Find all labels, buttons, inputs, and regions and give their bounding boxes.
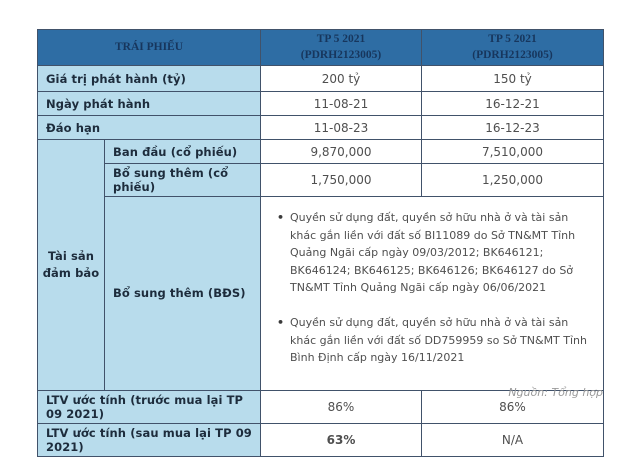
initial-shares-bond2: 7,510,000 (422, 140, 604, 164)
table-row-maturity (38, 116, 604, 140)
table-row-additional-realestate (38, 197, 604, 391)
ltv-before-bond2: 86% (422, 390, 604, 423)
row-label-issue-date: Ngày phát hành (38, 92, 261, 116)
table-row-initial-shares (38, 140, 604, 164)
additional-shares-bond1: 1,750,000 (261, 164, 422, 197)
source-note: Nguồn: Tổng hợp (508, 386, 603, 399)
collateral-bullet-list (277, 209, 589, 367)
additional-shares-bond2: 1,250,000 (422, 164, 604, 197)
maturity-bond1: 11-08-23 (261, 116, 422, 140)
row-label-additional-realestate: Bổ sung thêm (BĐS) (105, 197, 261, 391)
ltv-after-bond2: N/A (422, 423, 604, 456)
table-row-additional-shares (38, 164, 604, 197)
table-header-row (38, 30, 604, 66)
header-bonds-label: TRÁI PHIẾU (114, 40, 184, 53)
header-cell-bond2 (422, 30, 604, 66)
row-label-additional-shares: Bổ sung thêm (cổ phiếu) (105, 164, 261, 197)
row-label-initial-shares: Ban đầu (cổ phiếu) (105, 140, 261, 164)
bond2-name: TP 5 2021 (488, 33, 537, 45)
issue-date-bond2: 16-12-21 (422, 92, 604, 116)
row-label-ltv-after: LTV ước tính (sau mua lại TP 09 2021) (38, 423, 261, 456)
bond1-code: (PDRH2123005) (300, 48, 382, 61)
table-row-issue-date (38, 92, 604, 116)
issue-date-bond1: 11-08-21 (261, 92, 422, 116)
header-cell-bonds (38, 30, 261, 66)
header-cell-bond1 (261, 30, 422, 66)
collateral-group-label: Tài sản đảm bảo (38, 140, 105, 391)
ltv-before-bond1: 86% (261, 390, 422, 423)
initial-shares-bond1: 9,870,000 (261, 140, 422, 164)
collateral-bullet-text: Quyền sử dụng đất, quyền sở hữu nhà ở và tài sản khác gắn liền với đất số BI11089 do Sở TN&MT Tỉnh Quảng Ngãi cấp ngày 09/03/2012; BK646121; BK646124; BK646125; BK646126; BK646127 do Sở TN&MT Tỉnh Quảng Ngãi cấp ngày 06/06/2021 (290, 211, 576, 295)
maturity-bond2: 16-12-23 (422, 116, 604, 140)
collateral-bullet-item (277, 314, 589, 367)
collateral-detail-cell (261, 197, 604, 391)
collateral-bullet-item (277, 209, 589, 297)
bond1-name: TP 5 2021 (316, 33, 366, 45)
issue-value-bond1: 200 tỷ (261, 66, 422, 92)
row-label-maturity: Đáo hạn (38, 116, 261, 140)
issue-value-bond2: 150 tỷ (422, 66, 604, 92)
table-row-issue-value (38, 66, 604, 92)
row-label-ltv-before: LTV ước tính (trước mua lại TP 09 2021) (38, 390, 261, 423)
bond2-code: (PDRH2123005) (472, 48, 553, 61)
collateral-bullet-text: Quyền sử dụng đất, quyền sở hữu nhà ở và tài sản khác gắn liền với đất số DD759959 so Sở TN&MT Tỉnh Bình Định cấp ngày 16/11/2021 (290, 316, 587, 365)
table-row-ltv-after (38, 423, 604, 456)
row-label-issue-value: Giá trị phát hành (tỷ) (38, 66, 261, 92)
ltv-after-bond1-highlight: 63% (261, 423, 422, 456)
